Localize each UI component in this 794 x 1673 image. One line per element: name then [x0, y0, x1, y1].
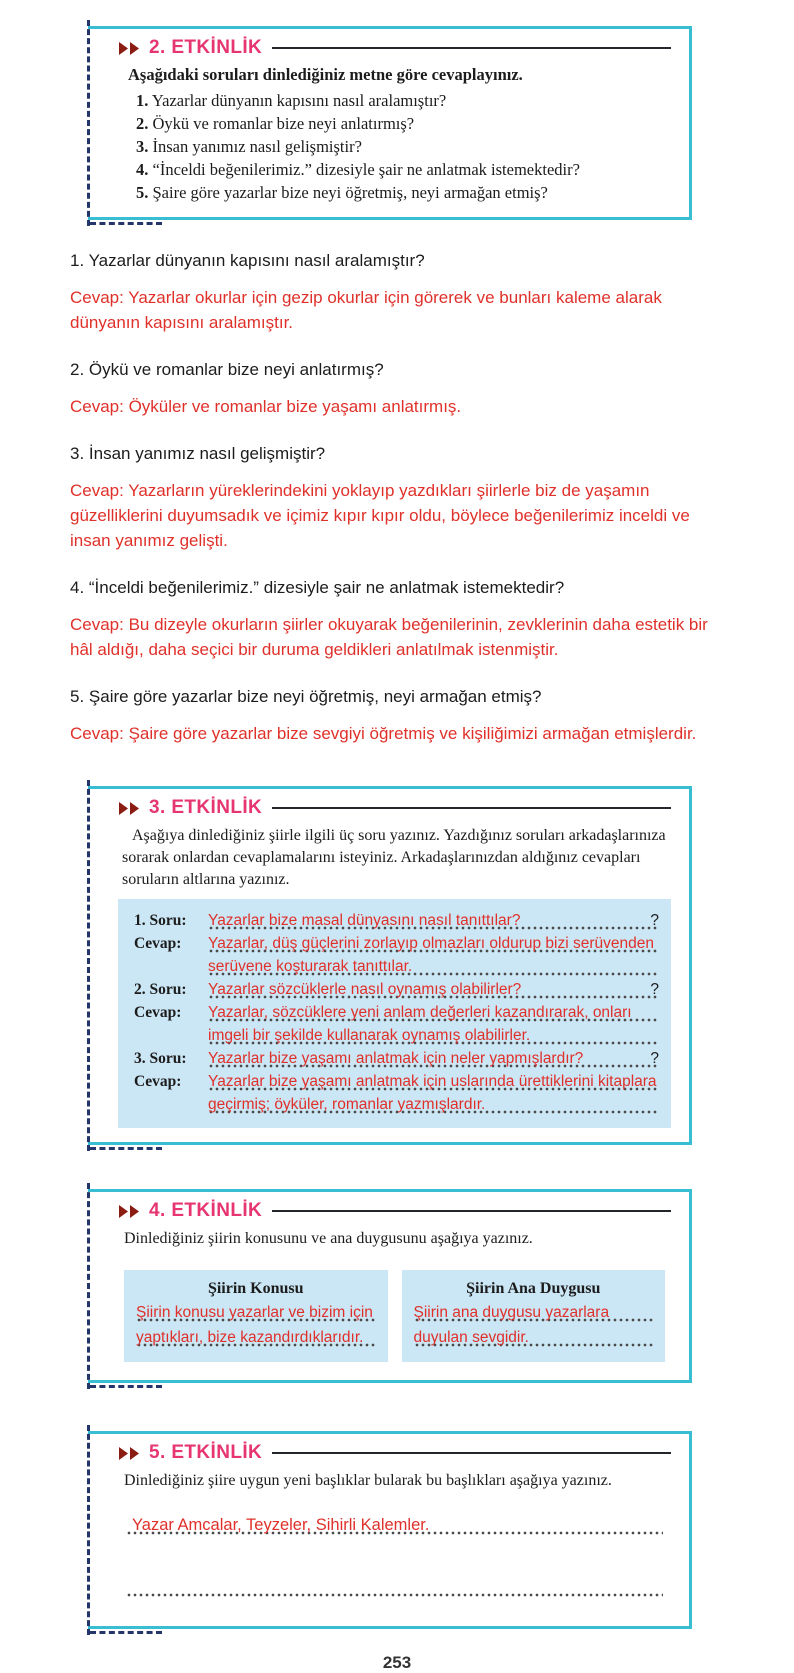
activity-3-intro: Aşağıya dinlediğiniz şiirle ilgili üç soru yazınız. Yazdığınız soruları arkadaşlarınıza sorarak onlardan cevaplamalarını isteyiniz. Arkadaşlarınızdan aldığınız cevapları soruların altlarına yazınız.: [122, 827, 666, 888]
dotted-answer-line: [126, 1512, 663, 1538]
activity-4-intro: Dinlediğiniz şiirin konusunu ve ana duygusunu aşağıya yazınız.: [124, 1230, 533, 1247]
activity-2-intro: Aşağıdaki soruları dinlediğiniz metne göre cevaplayınız.: [128, 65, 523, 84]
handwritten-answer: Şiirin ana duygusu yazarlara duyulan sevgidir.: [414, 1300, 654, 1350]
item-number: 2.: [136, 114, 149, 133]
item-number: 3.: [136, 137, 149, 156]
answer: Cevap: Şaire göre yazarlar bize sevgiyi öğretmiş ve kişiliğimizi armağan etmişlerdir.: [70, 724, 697, 743]
item-text: Öykü ve romanlar bize neyi anlatırmış?: [152, 114, 415, 133]
activity-3-header: [118, 797, 671, 819]
answer-row: [130, 1001, 659, 1047]
answer-area: [118, 899, 671, 1128]
row-label: 1. Soru:: [134, 912, 187, 929]
double-chevron-right-icon: [118, 801, 142, 816]
activity-2-header: [118, 37, 671, 59]
question: 3. İnsan yanımız nasıl gelişmiştir?: [70, 444, 326, 463]
answer-boxes: [124, 1270, 665, 1362]
double-chevron-right-icon: [118, 1204, 142, 1219]
row-label: 2. Soru:: [134, 981, 187, 998]
item-number: 1.: [136, 91, 149, 110]
question-row: [130, 978, 659, 1001]
handwritten-answer: Yazarlar bize masal dünyasını nasıl tanıttılar?: [208, 912, 521, 929]
question: 4. “İnceldi beğenilerimiz.” dizesiyle şair ne anlatmak istemektedir?: [70, 578, 565, 597]
handwritten-answer: Yazar Amcalar, Teyzeler, Sihirli Kalemler.: [132, 1516, 430, 1534]
header-rule: [272, 807, 671, 810]
item-text: “İnceldi beğenilerimiz.” dizesiyle şair ne anlatmak istemektedir?: [152, 160, 580, 179]
activity-4-header: [118, 1200, 671, 1222]
item-text: Şaire göre yazarlar bize neyi öğretmiş, neyi armağan etmiş?: [152, 183, 548, 202]
activity-5-header: [118, 1442, 671, 1464]
list-item: [136, 90, 671, 111]
activity-5-title: 5. ETKİNLİK: [149, 1442, 263, 1463]
item-text: İnsan yanımız nasıl gelişmiştir?: [152, 137, 362, 156]
activity-5-intro: Dinlediğiniz şiire uygun yeni başlıklar bularak bu başlıkları aşağıya yazınız.: [124, 1472, 612, 1489]
question-mark: ?: [650, 912, 659, 929]
dotted-answer-line: [126, 1574, 663, 1600]
activity-2-box: [88, 26, 692, 220]
row-label: Cevap:: [134, 1073, 182, 1090]
question-row: [130, 909, 659, 932]
question: 1. Yazarlar dünyanın kapısını nasıl aralamıştır?: [70, 251, 425, 270]
poem-topic-box: [124, 1270, 388, 1362]
handwritten-answer: Yazarlar, düş güçlerini zorlayıp olmazları oldurup bizi serüvenden serüvene koşturarak tanıttılar.: [208, 935, 654, 975]
handwritten-answer: Şiirin konusu yazarlar ve bizim için yaptıkları, bize kazandırdıklarıdır.: [136, 1300, 376, 1350]
handwritten-answer: Yazarlar, sözcüklere yeni anlam değerleri kazandırarak, onları imgeli bir şekilde kullanarak oynamış olabilirler.: [208, 1004, 632, 1044]
question-mark: ?: [650, 1050, 659, 1067]
header-rule: [272, 47, 671, 50]
activity-4-title: 4. ETKİNLİK: [149, 1200, 263, 1221]
handwritten-answer: Yazarlar bize yaşamı anlatmak için neler yapmışlardır?: [208, 1050, 584, 1067]
question-mark: ?: [650, 981, 659, 998]
page-number: 253: [382, 1653, 412, 1672]
answer: Cevap: Bu dizeyle okurların şiirler okuyarak beğenilerinin, zevklerinin daha estetik bir hâl aldığı, daha seçici bir duruma geldikleri anlatılmak istenmiştir.: [70, 615, 708, 659]
box-heading: Şiirin Konusu: [207, 1280, 304, 1297]
question: 2. Öykü ve romanlar bize neyi anlatırmış?: [70, 360, 384, 379]
answer-row: [130, 1070, 659, 1116]
answer: Cevap: Öyküler ve romanlar bize yaşamı anlatırmış.: [70, 397, 462, 416]
qa-section: [70, 250, 712, 746]
row-label: Cevap:: [134, 935, 182, 952]
header-rule: [272, 1452, 671, 1455]
poem-main-emotion-box: [402, 1270, 666, 1362]
handwritten-answer: Yazarlar bize yaşamı anlatmak için uslarında ürettiklerini kitaplara geçirmiş; öyküler, romanlar yazmışlardır.: [208, 1073, 657, 1113]
row-label: 3. Soru:: [134, 1050, 187, 1067]
double-chevron-right-icon: [118, 41, 142, 56]
list-item: [136, 159, 671, 180]
answer-row: [130, 932, 659, 978]
list-item: [136, 113, 671, 134]
question: 5. Şaire göre yazarlar bize neyi öğretmiş, neyi armağan etmiş?: [70, 687, 542, 706]
row-label: Cevap:: [134, 1004, 182, 1021]
handwritten-answer: [126, 1578, 132, 1596]
header-rule: [272, 1210, 671, 1213]
item-number: 4.: [136, 160, 149, 179]
handwritten-answer: Yazarlar sözcüklerle nasıl oynamış olabilirler?: [208, 981, 522, 998]
item-text: Yazarlar dünyanın kapısını nasıl aralamıştır?: [151, 91, 447, 110]
activity-3-box: [88, 786, 692, 1145]
question-row: [130, 1047, 659, 1070]
double-chevron-right-icon: [118, 1446, 142, 1461]
list-item: [136, 136, 671, 157]
activity-4-box: [88, 1189, 692, 1383]
activity-3-title: 3. ETKİNLİK: [149, 797, 263, 818]
answer: Cevap: Yazarlar okurlar için gezip okurlar için görerek ve bunları kaleme alarak dünyanın kapısını aralamıştır.: [70, 288, 662, 332]
box-heading: Şiirin Ana Duygusu: [466, 1280, 601, 1297]
activity-2-title: 2. ETKİNLİK: [149, 37, 263, 58]
list-item: [136, 182, 671, 203]
answer: Cevap: Yazarların yüreklerindekini yoklayıp yazdıkları şiirlerle biz de yaşamın güzelliklerini duyumsadık ve içimiz kıpır kıpır oldu, böylece beğenilerimiz inceldi ve insan yanımız gelişti.: [70, 481, 690, 550]
item-number: 5.: [136, 183, 149, 202]
activity-5-box: [88, 1431, 692, 1629]
